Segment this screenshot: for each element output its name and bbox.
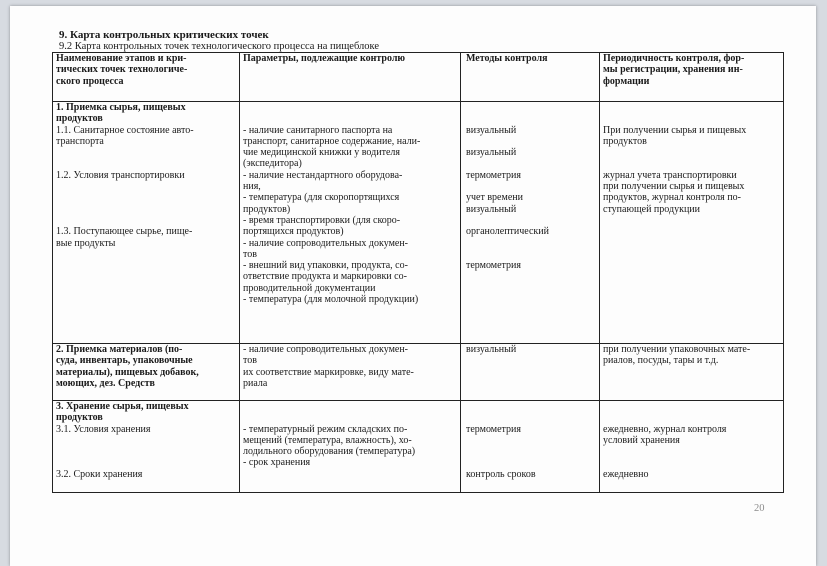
cell-line: их соответствие маркировке, виду мате-: [243, 366, 414, 378]
cell-line: 1. Приемка сырья, пищевых: [56, 102, 186, 113]
cell-line: продуктов: [603, 135, 647, 147]
cell-line: - температура (для скоропортящихся: [243, 192, 400, 204]
cell-line: 1.2. Условия транспортировки: [56, 169, 185, 181]
cell-line: лодильного оборудования (температура): [243, 446, 416, 458]
cell-line: ежедневно: [603, 468, 649, 480]
cell-line: - наличие нестандартного оборудова-: [243, 169, 403, 181]
period-cell: [600, 102, 784, 344]
params-cell: [240, 102, 461, 344]
cell-line: суда, инвентарь, упаковочные: [56, 355, 193, 367]
cell-line: транспорт, санитарное содержание, нали-: [243, 135, 421, 147]
header-methods: Методы контроля: [461, 53, 600, 102]
cell-line: визуальный: [466, 344, 517, 355]
cell-line: [56, 147, 236, 158]
cell-line: материалы), пищевых добавок,: [56, 366, 199, 378]
cell-line: 3.1. Условия хранения: [56, 423, 151, 435]
document-page: [10, 6, 816, 566]
cell-line: портящихся продуктов): [243, 226, 344, 238]
cell-line: контроль сроков: [466, 468, 536, 480]
cell-line: [603, 158, 780, 169]
stage-cell: [53, 102, 240, 344]
cell-line: [466, 435, 596, 446]
cell-line: [56, 158, 236, 169]
cell-line: - внешний вид упаковки, продукта, со-: [243, 260, 408, 272]
stage-cell: [53, 344, 240, 401]
cell-line: транспорта: [56, 135, 104, 147]
period-cell: [600, 344, 784, 401]
cell-line: [56, 435, 236, 446]
cell-line: риала: [243, 377, 268, 389]
cell-line: [466, 238, 596, 249]
cell-line: [243, 412, 457, 423]
cell-line: [466, 412, 596, 423]
table-header-row: [53, 53, 784, 102]
cell-line: моющих, дез. Средств: [56, 377, 155, 389]
cell-line: тов: [243, 248, 257, 260]
cell-line: - наличие сопроводительных докумен-: [243, 344, 409, 355]
header-params: Параметры, подлежащие контролю: [240, 53, 461, 102]
cell-line: [603, 412, 780, 423]
cell-line: [56, 204, 236, 215]
cell-line: ответствие продукта и маркировки со-: [243, 271, 407, 283]
header-period: Периодичность контроля, фор- мы регистрации, хранения ин- формации: [600, 53, 784, 102]
cell-line: При получении сырья и пищевых: [603, 124, 747, 136]
cell-line: визуальный: [466, 147, 517, 159]
cell-line: органолептический: [466, 226, 549, 238]
cell-line: [603, 446, 780, 457]
cell-line: журнал учета транспортировки: [603, 169, 737, 181]
cell-line: [56, 446, 236, 457]
cell-line: учет времени: [466, 192, 523, 204]
cell-line: [466, 113, 596, 124]
cell-line: продуктов, журнал контроля по-: [603, 192, 741, 204]
cell-line: - наличие сопроводительных докумен-: [243, 237, 409, 249]
document-subtitle: 9.2 Карта контрольных точек технологического процесса на пищеблоке: [59, 41, 380, 52]
document-title: 9. Карта контрольных критических точек: [59, 29, 269, 41]
cell-line: - срок хранения: [243, 457, 311, 469]
cell-line: ступающей продукции: [603, 203, 700, 215]
cell-line: продуктов: [56, 412, 103, 424]
table-row: [53, 102, 784, 344]
cell-line: 3.2. Сроки хранения: [56, 468, 143, 480]
cell-line: [603, 113, 780, 124]
params-cell: [240, 344, 461, 401]
cell-line: 2. Приемка материалов (по-: [56, 344, 183, 355]
cell-line: [243, 401, 457, 412]
cell-line: [56, 215, 236, 226]
methods-cell: [461, 102, 600, 344]
cell-line: условий хранения: [603, 434, 680, 446]
methods-cell: [461, 401, 600, 493]
cell-line: [466, 457, 596, 468]
cell-line: ния,: [243, 181, 261, 193]
cell-line: [466, 249, 596, 260]
cell-line: термометрия: [466, 423, 522, 435]
cell-line: [243, 113, 457, 124]
cell-line: [466, 136, 596, 147]
cell-line: [466, 446, 596, 457]
cell-line: - наличие санитарного паспорта на: [243, 124, 393, 136]
period-cell: [600, 401, 784, 493]
cell-line: визуальный: [466, 124, 517, 136]
cell-line: [603, 102, 780, 113]
page-number: 20: [754, 503, 765, 514]
cell-line: при получении сырья и пищевых: [603, 181, 745, 193]
cell-line: при получении упаковочных мате-: [603, 344, 751, 355]
cell-line: продуктов): [243, 203, 291, 215]
cell-line: мещений (температура, влажность), хо-: [243, 434, 412, 446]
cell-line: [56, 192, 236, 203]
cell-line: чие медицинской книжки у водителя: [243, 147, 400, 159]
cell-line: тов: [243, 355, 257, 367]
cell-line: термометрия: [466, 169, 522, 181]
cell-line: - температурный режим складских по-: [243, 423, 408, 435]
cell-line: [466, 401, 596, 412]
methods-cell: [461, 344, 600, 401]
cell-line: 1.3. Поступающее сырье, пище-: [56, 226, 193, 238]
cell-line: термометрия: [466, 260, 522, 272]
cell-line: риалов, посуды, тары и т.д.: [603, 355, 719, 367]
control-points-table: [52, 52, 784, 493]
cell-line: [56, 457, 236, 468]
cell-line: [56, 181, 236, 192]
cell-line: [243, 102, 457, 113]
cell-line: [603, 401, 780, 412]
cell-line: [466, 102, 596, 113]
cell-line: вые продукты: [56, 237, 116, 249]
params-cell: [240, 401, 461, 493]
header-stage: Наименование этапов и кри- тических точек технологиче- ского процесса: [53, 53, 240, 102]
cell-line: ежедневно, журнал контроля: [603, 423, 727, 435]
cell-line: продуктов: [56, 113, 103, 125]
cell-line: - время транспортировки (для скоро-: [243, 214, 401, 226]
table-row: [53, 344, 784, 401]
cell-line: [603, 457, 780, 468]
table-row: [53, 401, 784, 493]
cell-line: проводительной документации: [243, 282, 376, 294]
cell-line: (экспедитора): [243, 158, 302, 170]
cell-line: 1.1. Санитарное состояние авто-: [56, 124, 194, 136]
cell-line: - температура (для молочной продукции): [243, 294, 419, 306]
stage-cell: [53, 401, 240, 493]
cell-line: [466, 158, 596, 169]
cell-line: визуальный: [466, 203, 517, 215]
cell-line: 3. Хранение сырья, пищевых: [56, 401, 189, 412]
cell-line: [466, 181, 596, 192]
cell-line: [603, 147, 780, 158]
cell-line: [466, 215, 596, 226]
